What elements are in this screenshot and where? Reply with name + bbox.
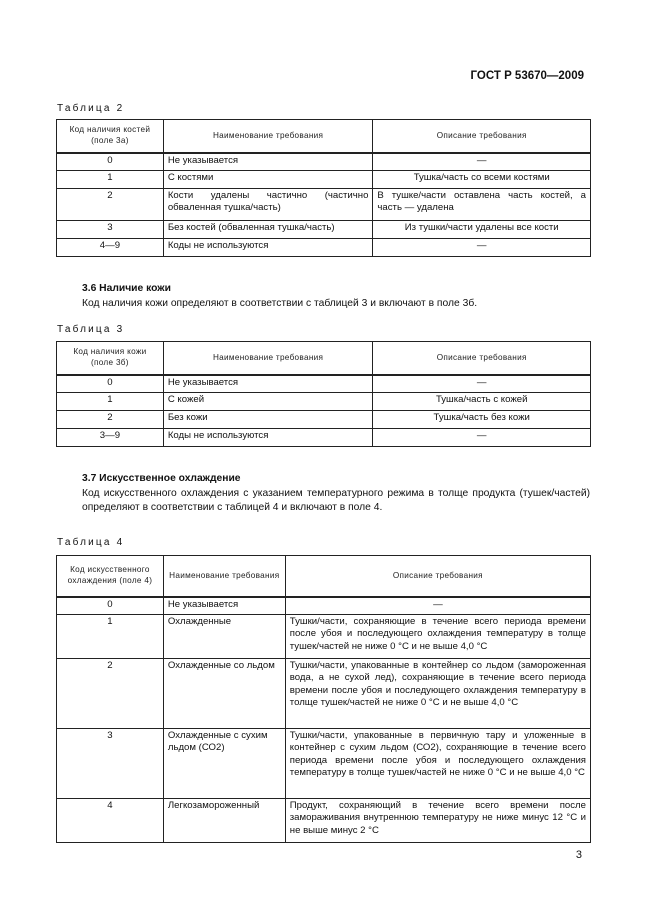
table-cell: Не указывается <box>163 375 373 393</box>
table-cell: Тушка/часть со всеми костями <box>373 171 591 189</box>
table-row <box>57 171 591 189</box>
table-cell: Без кожи <box>163 411 373 429</box>
section-3-7 <box>82 472 590 516</box>
table-cell: Охлажденные с сухим льдом (СО2) <box>163 729 285 799</box>
section-heading: 3.7 Искусственное охлаждение <box>82 473 241 484</box>
table-cell: — <box>373 375 591 393</box>
table-cell: Тушки/части, упакованные в первичную тару и уложенные в контейнер с сухим льдом (СО2), сохраняющие в течение всего периода времени после убоя и последующего охлаждения температуру в толще тушек/частей не ниже 0 °С и не выше 4,0 °С <box>285 729 590 799</box>
table-row <box>57 799 591 843</box>
table-cell: Кости удалены частично (частично обваленная тушка/часть) <box>163 189 373 221</box>
table-cell: 2 <box>57 411 164 429</box>
table-cell: В тушке/части оставлена часть костей, а часть — удалена <box>373 189 591 221</box>
table-row <box>57 153 591 171</box>
table-row <box>57 189 591 221</box>
table-cell: Не указывается <box>163 597 285 615</box>
table3-header-desc: Описание требования <box>373 342 591 375</box>
table-cell: 1 <box>57 615 164 659</box>
table-row <box>57 375 591 393</box>
table-cell: 4 <box>57 799 164 843</box>
table-row <box>57 221 591 239</box>
table4-header-desc: Описание требования <box>285 556 590 597</box>
table-cell: 3—9 <box>57 429 164 447</box>
table-row <box>57 597 591 615</box>
table-cell: 0 <box>57 597 164 615</box>
table-cell: Коды не используются <box>163 239 373 257</box>
table-cell: Тушки/части, сохраняющие в течение всего периода времени после убоя и последующего охлаждения температуру в толще тушек/частей не ниже 0 °С и не выше 4,0 °С <box>285 615 590 659</box>
section-text: Код искусственного охлаждения с указанием температурного режима в толще продукта (тушек/частей) определяют в соответствии с таблицей 4 и включают в поле 4. <box>82 487 590 513</box>
table3-caption: Таблица 3 <box>57 324 125 335</box>
table-cell: С костями <box>163 171 373 189</box>
table-cell: — <box>373 153 591 171</box>
document-id: ГОСТ Р 53670—2009 <box>470 70 584 82</box>
table-cell: 0 <box>57 153 164 171</box>
table-cell: Охлажденные <box>163 615 285 659</box>
table2-caption: Таблица 2 <box>57 103 125 114</box>
table-cell: — <box>373 429 591 447</box>
table-row <box>57 659 591 729</box>
table-row <box>57 429 591 447</box>
table-cell: 1 <box>57 171 164 189</box>
table-cell: Коды не используются <box>163 429 373 447</box>
table3-header-name: Наименование требования <box>163 342 373 375</box>
page-number: 3 <box>575 849 582 861</box>
table-cell: Продукт, сохраняющий в течение всего времени после замораживания внутреннюю температуру не ниже минус 12 °С и не выше минус 2 °С <box>285 799 590 843</box>
section-text: Код наличия кожи определяют в соответствии с таблицей 3 и включают в поле 3б. <box>82 297 478 309</box>
table-cell: Не указывается <box>163 153 373 171</box>
table-cell: 1 <box>57 393 164 411</box>
table3-header-code: Код наличия кожи (поле 3б) <box>57 342 164 375</box>
table-row <box>57 393 591 411</box>
table2 <box>56 119 591 257</box>
table-cell: — <box>373 239 591 257</box>
table-cell: — <box>285 597 590 615</box>
table2-header-name: Наименование требования <box>163 120 373 153</box>
table2-header-code: Код наличия костей (поле 3а) <box>57 120 164 153</box>
table-row <box>57 615 591 659</box>
table-cell: 3 <box>57 221 164 239</box>
section-3-6 <box>82 282 590 311</box>
table4 <box>56 555 591 843</box>
table4-caption: Таблица 4 <box>57 537 125 548</box>
table-cell: 4—9 <box>57 239 164 257</box>
table4-header-name: Наименование требования <box>163 556 285 597</box>
table-cell: Без костей (обваленная тушка/часть) <box>163 221 373 239</box>
table-cell: Тушка/часть с кожей <box>373 393 591 411</box>
table-cell: Легкозамороженный <box>163 799 285 843</box>
table-row <box>57 411 591 429</box>
table2-header-desc: Описание требования <box>373 120 591 153</box>
table-row <box>57 729 591 799</box>
table-cell: 3 <box>57 729 164 799</box>
table-cell: С кожей <box>163 393 373 411</box>
table-cell: Охлажденные со льдом <box>163 659 285 729</box>
table4-header-code: Код искусственного охлаждения (поле 4) <box>57 556 164 597</box>
section-heading: 3.6 Наличие кожи <box>82 283 171 294</box>
table-cell: 0 <box>57 375 164 393</box>
table-cell: 2 <box>57 189 164 221</box>
table-cell: Тушка/часть без кожи <box>373 411 591 429</box>
table3 <box>56 341 591 447</box>
table-row <box>57 239 591 257</box>
table-cell: 2 <box>57 659 164 729</box>
table-cell: Из тушки/части удалены все кости <box>373 221 591 239</box>
table-cell: Тушки/части, упакованные в контейнер со льдом (замороженная вода, а не сухой лед), сохраняющие в течение всего периода времени после убоя и последующего охлаждения температуру в толще тушек/частей не ниже 0 °С и не выше 4,0 °С <box>285 659 590 729</box>
